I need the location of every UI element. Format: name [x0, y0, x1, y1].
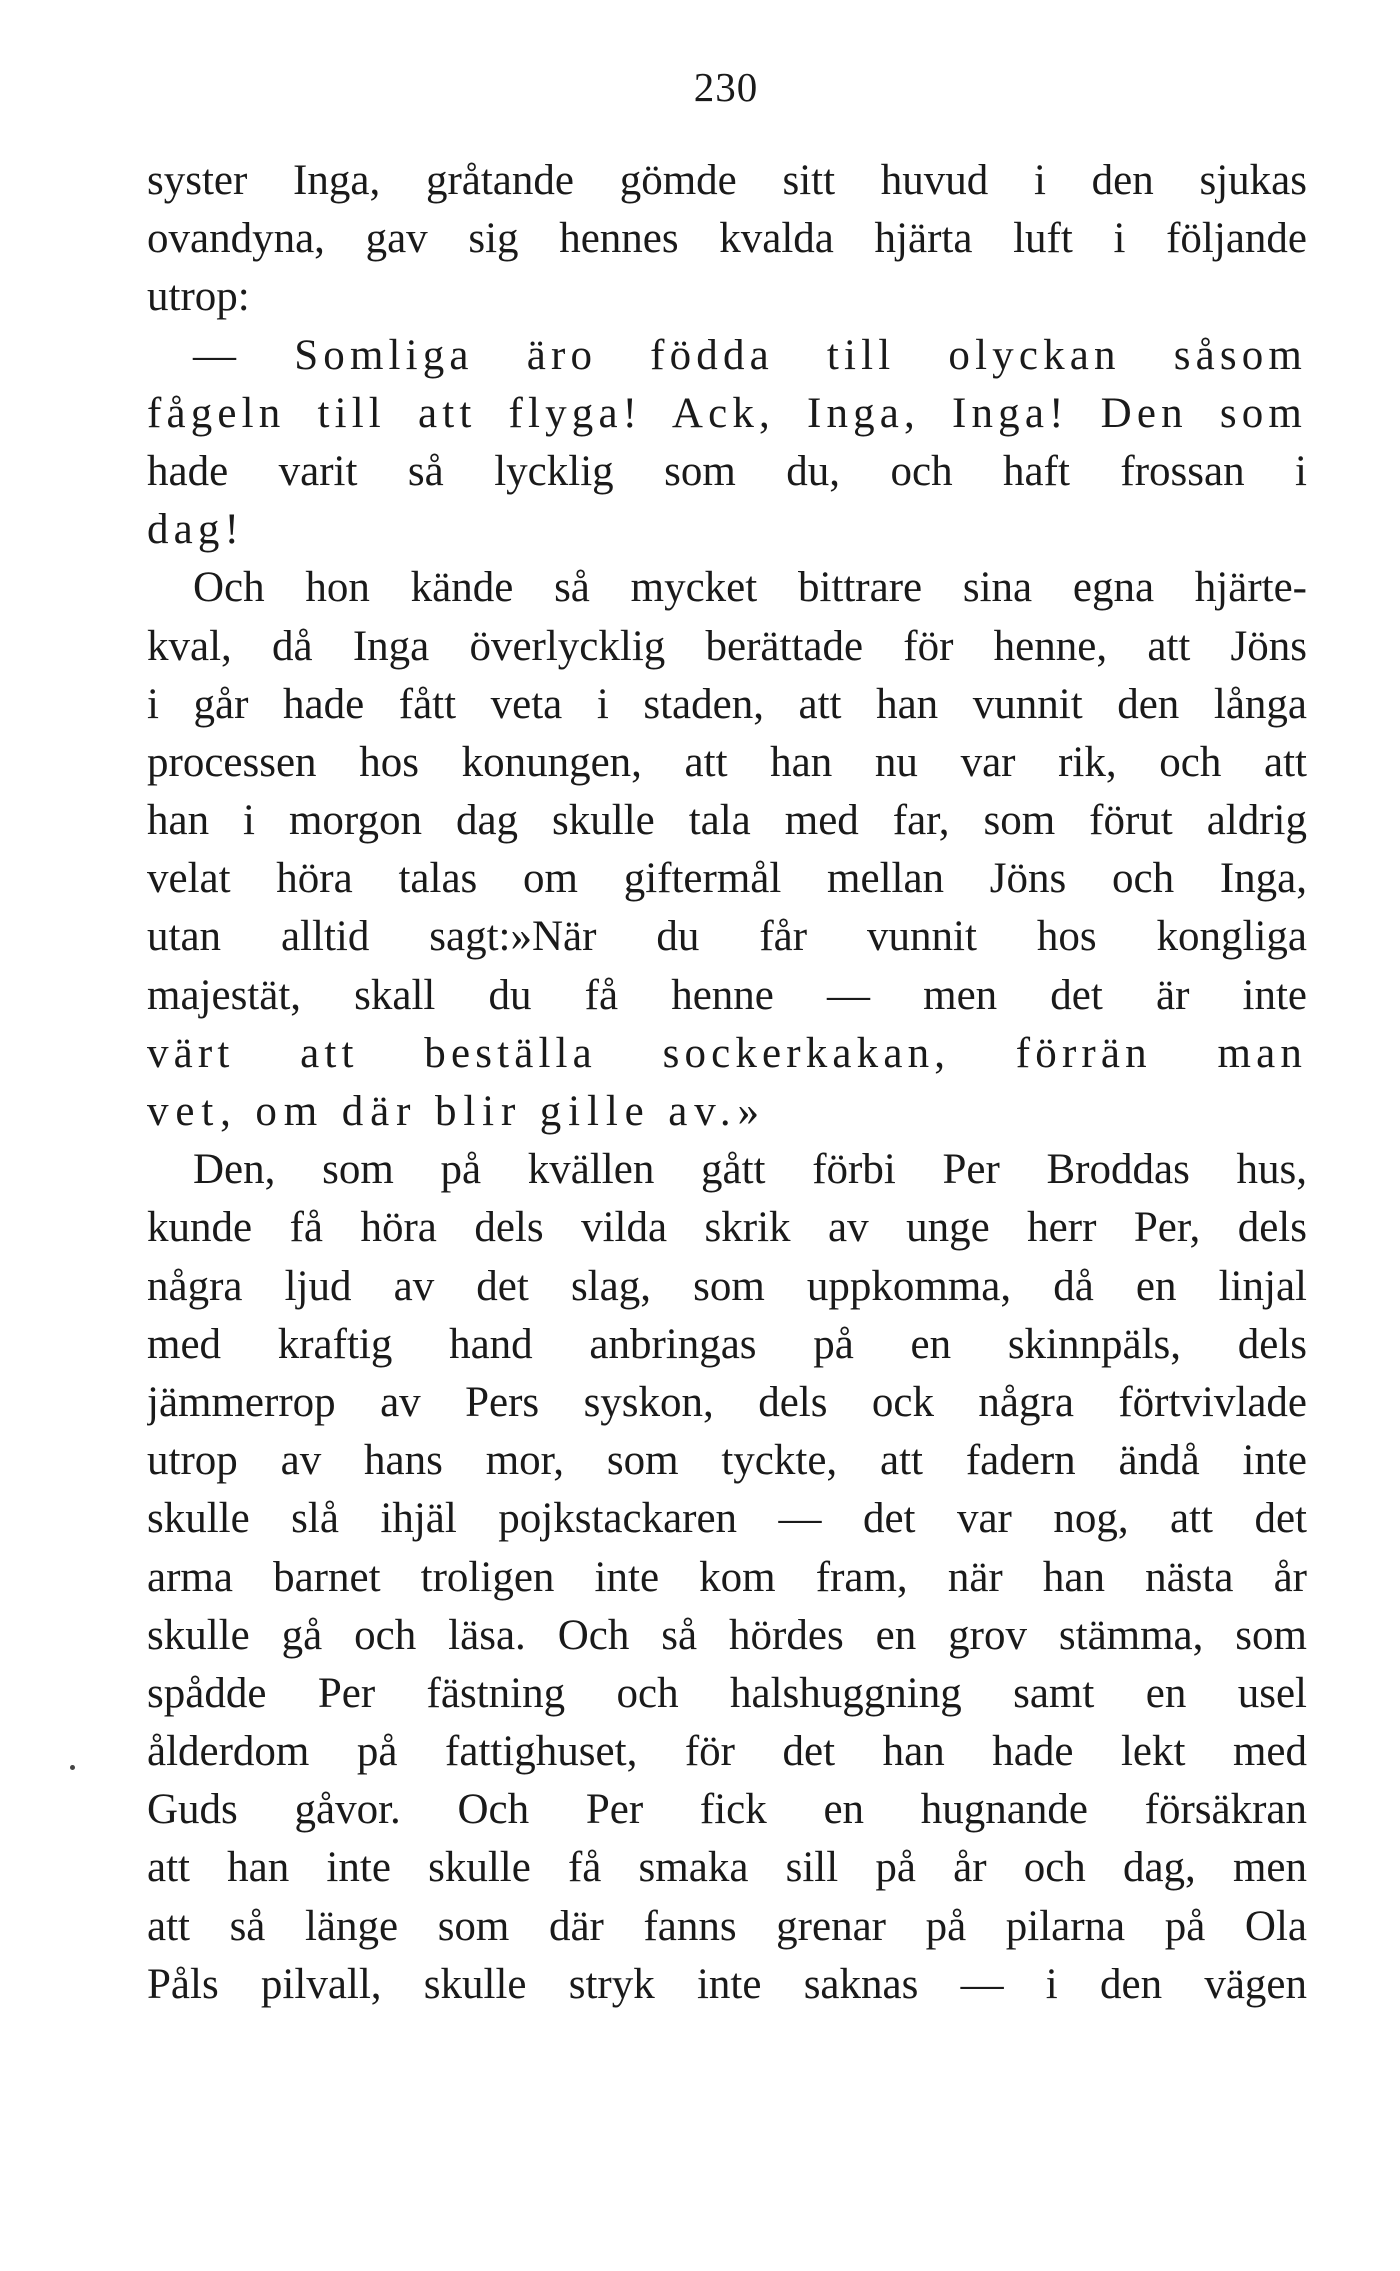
text-line: syster Inga, gråtande gömde sitt huvud i den sjukas — [147, 157, 1307, 204]
text-line: utan alltid sagt:»När du får vunnit hos kongliga — [147, 913, 1307, 961]
text-line: några ljud av det slag, som uppkomma, då en linjal — [147, 1262, 1307, 1310]
text-line: kval, då Inga överlycklig berättade för henne, att Jöns — [147, 622, 1307, 670]
text-line: värt att beställa sockerkakan, förrän man — [147, 1029, 1307, 1077]
text-line: med kraftig hand anbringas på en skinnpäls, dels — [147, 1320, 1307, 1368]
text-line: vet, om där blir gille av.» — [147, 1088, 766, 1135]
text-line: ålderdom på fattighuset, för det han hade lekt med — [147, 1728, 1307, 1776]
text-line: skulle slå ihjäl pojkstackaren — det var nog, att det — [147, 1495, 1307, 1543]
text-line: i går hade fått veta i staden, att han vunnit den långa — [147, 680, 1307, 728]
text-line: utrop: — [147, 273, 250, 321]
print-speck — [70, 1765, 75, 1770]
text-line: att så länge som där fanns grenar på pilarna på Ola — [147, 1902, 1307, 1950]
text-line: dag! — [147, 506, 245, 554]
text-line: Och hon kände så mycket bittrare sina egna hjärte- — [193, 564, 1307, 612]
text-line: majestät, skall du få henne — men det är inte — [147, 971, 1307, 1019]
text-line: ovandyna, gav sig hennes kvalda hjärta luft i följande — [147, 215, 1307, 263]
text-line: Guds gåvor. Och Per fick en hugnande försäkran — [147, 1786, 1307, 1834]
text-line: arma barnet troligen inte kom fram, när han nästa år — [147, 1553, 1307, 1601]
text-line: processen hos konungen, att han nu var rik, och att — [147, 738, 1307, 786]
text-line: spådde Per fästning och halshuggning samt en usel — [147, 1669, 1307, 1717]
text-line: Den, som på kvällen gått förbi Per Broddas hus, — [193, 1146, 1307, 1194]
text-line: hade varit så lycklig som du, och haft frossan i — [147, 447, 1307, 495]
text-line: velat höra talas om giftermål mellan Jöns och Inga, — [147, 855, 1307, 903]
text-line: att han inte skulle få smaka sill på år och dag, men — [147, 1844, 1307, 1892]
text-line: kunde få höra dels vilda skrik av unge herr Per, dels — [147, 1204, 1307, 1252]
text-line: skulle gå och läsa. Och så hördes en grov stämma, som — [147, 1611, 1307, 1659]
text-line: — Somliga äro födda till olyckan såsom — [193, 331, 1307, 379]
text-line: utrop av hans mor, som tyckte, att fadern ändå inte — [147, 1437, 1307, 1485]
page-number: 230 — [693, 64, 759, 110]
text-line: jämmerrop av Pers syskon, dels ock några förtvivlade — [147, 1378, 1307, 1426]
body-text — [147, 152, 1307, 2014]
text-line: han i morgon dag skulle tala med far, som förut aldrig — [147, 797, 1307, 845]
text-line: fågeln till att flyga! Ack, Inga, Inga! Den som — [147, 389, 1307, 437]
text-line: Påls pilvall, skulle stryk inte saknas — i den vägen — [147, 1960, 1307, 2008]
